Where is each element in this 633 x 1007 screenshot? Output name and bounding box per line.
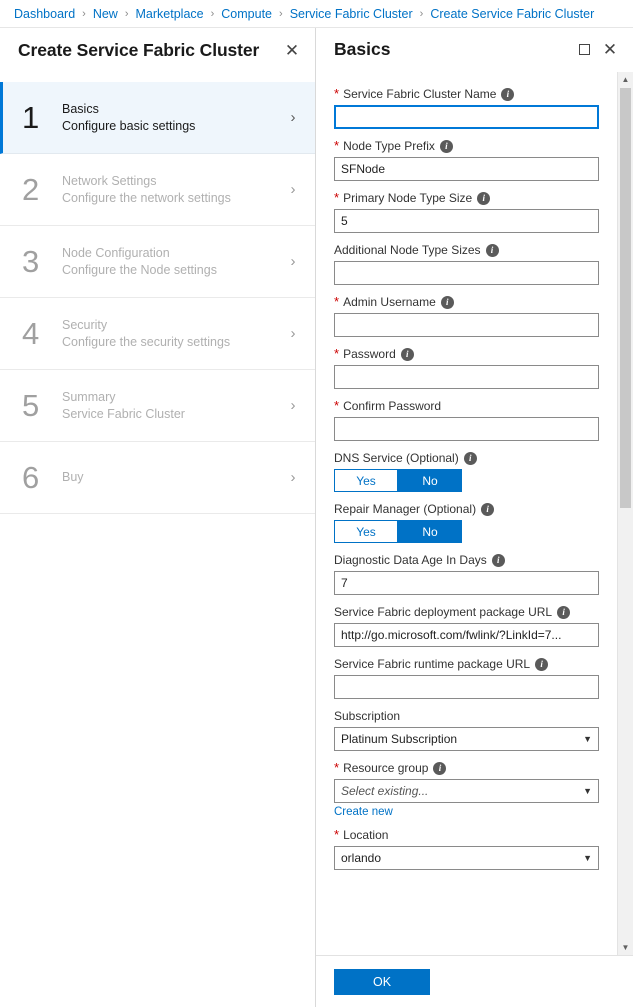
field-primary-node-type-size bbox=[334, 190, 599, 233]
step-title: Summary bbox=[62, 389, 116, 404]
breadcrumb-separator-icon: › bbox=[124, 7, 129, 20]
field-label bbox=[334, 656, 599, 672]
breadcrumb bbox=[0, 0, 633, 28]
step-text bbox=[60, 389, 285, 423]
field-additional-node-type-sizes bbox=[334, 242, 599, 285]
subscription-select[interactable]: Platinum Subscription bbox=[334, 727, 599, 751]
repair-manager-toggle[interactable] bbox=[334, 520, 462, 543]
chevron-right-icon: › bbox=[290, 397, 296, 414]
step-title: Buy bbox=[62, 470, 84, 484]
info-icon[interactable]: i bbox=[535, 658, 548, 671]
field-resource-group bbox=[334, 760, 599, 818]
field-admin-username bbox=[334, 294, 599, 337]
ok-button[interactable]: OK bbox=[334, 969, 430, 995]
field-deployment-package-url bbox=[334, 604, 599, 647]
required-asterisk: * bbox=[334, 346, 340, 361]
location-select-wrap bbox=[334, 846, 599, 870]
label-text: Resource group bbox=[343, 761, 429, 775]
field-cluster-name bbox=[334, 86, 599, 129]
chevron-right-icon: › bbox=[290, 325, 296, 342]
dns-service-option-no[interactable]: No bbox=[398, 469, 462, 492]
repair-manager-option-no[interactable]: No bbox=[398, 520, 462, 543]
field-label bbox=[334, 708, 599, 724]
breadcrumb-item-service-fabric-cluster[interactable]: Service Fabric Cluster bbox=[289, 6, 413, 21]
field-label bbox=[334, 450, 599, 466]
chevron-down-icon: ▼ bbox=[583, 853, 592, 863]
required-asterisk: * bbox=[334, 760, 340, 775]
step-subtitle: Configure the Node settings bbox=[62, 262, 217, 277]
subscription-select-wrap bbox=[334, 727, 599, 751]
step-number: 5 bbox=[22, 388, 40, 423]
confirm-password-input[interactable] bbox=[334, 417, 599, 441]
step-text bbox=[60, 173, 285, 207]
field-label bbox=[334, 604, 599, 620]
chevron-down-icon: ▼ bbox=[583, 734, 592, 744]
dns-service-option-yes[interactable]: Yes bbox=[334, 469, 398, 492]
field-label bbox=[334, 552, 599, 568]
label-text: Admin Username bbox=[343, 295, 436, 309]
create-cluster-blade-header bbox=[0, 28, 315, 72]
blade-container bbox=[0, 28, 633, 1007]
location-select[interactable]: orlando bbox=[334, 846, 599, 870]
maximize-icon[interactable] bbox=[571, 37, 597, 63]
field-runtime-package-url bbox=[334, 656, 599, 699]
close-icon[interactable]: ✕ bbox=[284, 40, 300, 60]
step-title: Basics bbox=[62, 101, 99, 116]
info-icon[interactable]: i bbox=[481, 503, 494, 516]
step-subtitle: Configure the network settings bbox=[62, 190, 231, 205]
basics-title: Basics bbox=[334, 39, 391, 59]
wizard-step-basics[interactable] bbox=[0, 82, 315, 154]
basics-footer bbox=[316, 955, 633, 1007]
label-text: Password bbox=[343, 347, 396, 361]
dns-service-toggle[interactable] bbox=[334, 469, 462, 492]
field-label bbox=[334, 190, 599, 206]
basics-scrollbar[interactable] bbox=[617, 72, 633, 955]
required-asterisk: * bbox=[334, 294, 340, 309]
wizard-step-buy[interactable] bbox=[0, 442, 315, 514]
chevron-right-icon: › bbox=[290, 253, 296, 270]
additional-node-type-sizes-input[interactable] bbox=[334, 261, 599, 285]
close-icon[interactable]: ✕ bbox=[602, 40, 618, 59]
step-subtitle: Configure the security settings bbox=[62, 334, 231, 349]
label-text: Primary Node Type Size bbox=[343, 191, 473, 205]
breadcrumb-item-new[interactable]: New bbox=[92, 6, 118, 21]
step-number: 1 bbox=[22, 100, 40, 135]
label-text: Additional Node Type Sizes bbox=[334, 243, 481, 257]
deployment-package-url-input[interactable] bbox=[334, 623, 599, 647]
field-location bbox=[334, 827, 599, 870]
step-number: 2 bbox=[22, 172, 40, 207]
field-node-type-prefix bbox=[334, 138, 599, 181]
label-text: Repair Manager (Optional) bbox=[334, 502, 477, 516]
runtime-package-url-input[interactable] bbox=[334, 675, 599, 699]
node-type-prefix-input[interactable] bbox=[334, 157, 599, 181]
step-text bbox=[60, 317, 285, 351]
info-icon[interactable]: i bbox=[401, 348, 414, 361]
scroll-up-arrow-icon[interactable]: ▲ bbox=[618, 72, 633, 87]
info-icon[interactable]: i bbox=[441, 296, 454, 309]
required-asterisk: * bbox=[334, 86, 340, 101]
field-subscription bbox=[334, 708, 599, 751]
required-asterisk: * bbox=[334, 138, 340, 153]
diagnostic-data-age-input[interactable] bbox=[334, 571, 599, 595]
field-label bbox=[334, 827, 599, 843]
step-subtitle: Service Fabric Cluster bbox=[62, 406, 185, 421]
field-label bbox=[334, 86, 599, 102]
wizard-step-security[interactable] bbox=[0, 298, 315, 370]
breadcrumb-item-create-service-fabric-cluster[interactable]: Create Service Fabric Cluster bbox=[430, 6, 595, 21]
password-input[interactable] bbox=[334, 365, 599, 389]
repair-manager-option-yes[interactable]: Yes bbox=[334, 520, 398, 543]
cluster-name-input[interactable] bbox=[334, 105, 599, 129]
required-asterisk: * bbox=[334, 827, 340, 842]
label-text: Service Fabric Cluster Name bbox=[343, 87, 497, 101]
wizard-step-network-settings[interactable] bbox=[0, 154, 315, 226]
chevron-right-icon: › bbox=[290, 109, 296, 126]
field-confirm-password bbox=[334, 398, 599, 441]
resource-group-select-wrap bbox=[334, 779, 599, 803]
step-number: 6 bbox=[22, 460, 40, 495]
basics-form-scroll-wrap bbox=[316, 72, 633, 955]
info-icon[interactable]: i bbox=[433, 762, 446, 775]
wizard-step-summary[interactable] bbox=[0, 370, 315, 442]
step-title: Node Configuration bbox=[62, 245, 170, 260]
breadcrumb-separator-icon: › bbox=[210, 7, 215, 20]
field-label bbox=[334, 760, 599, 776]
create-cluster-blade bbox=[0, 28, 316, 1007]
breadcrumb-separator-icon: › bbox=[279, 7, 283, 20]
step-number: 4 bbox=[22, 316, 40, 351]
field-label bbox=[334, 346, 599, 362]
label-text: Diagnostic Data Age In Days bbox=[334, 553, 487, 567]
step-title: Security bbox=[62, 317, 108, 332]
info-icon[interactable]: i bbox=[477, 192, 490, 205]
breadcrumb-separator-icon: › bbox=[82, 7, 86, 20]
field-label bbox=[334, 294, 599, 310]
breadcrumb-item-compute[interactable]: Compute bbox=[221, 6, 273, 21]
label-text: Node Type Prefix bbox=[343, 139, 435, 153]
page-title: Create Service Fabric Cluster bbox=[18, 39, 260, 60]
breadcrumb-separator-icon: › bbox=[419, 7, 424, 20]
label-text: DNS Service (Optional) bbox=[334, 451, 459, 465]
required-asterisk: * bbox=[334, 398, 340, 413]
info-icon[interactable]: i bbox=[486, 244, 499, 257]
field-password bbox=[334, 346, 599, 389]
admin-username-input[interactable] bbox=[334, 313, 599, 337]
field-label bbox=[334, 501, 599, 517]
required-asterisk: * bbox=[334, 190, 340, 205]
wizard-steps bbox=[0, 82, 315, 514]
wizard-step-node-configuration[interactable] bbox=[0, 226, 315, 298]
info-icon[interactable]: i bbox=[501, 88, 514, 101]
field-label bbox=[334, 242, 599, 258]
basics-blade bbox=[316, 28, 633, 1007]
field-dns-service bbox=[334, 450, 599, 492]
info-icon[interactable]: i bbox=[557, 606, 570, 619]
chevron-right-icon: › bbox=[290, 469, 296, 486]
primary-node-type-size-input[interactable] bbox=[334, 209, 599, 233]
label-text: Location bbox=[343, 828, 389, 842]
basics-form bbox=[316, 72, 617, 955]
chevron-right-icon: › bbox=[290, 181, 296, 198]
resource-group-select[interactable]: Select existing... bbox=[334, 779, 599, 803]
info-icon[interactable]: i bbox=[440, 140, 453, 153]
breadcrumb-item-marketplace[interactable]: Marketplace bbox=[135, 6, 204, 21]
basics-blade-header bbox=[316, 28, 633, 72]
label-text: Subscription bbox=[334, 709, 401, 723]
create-new-resource-group-link[interactable]: Create new bbox=[334, 806, 393, 818]
step-number: 3 bbox=[22, 244, 40, 279]
step-text bbox=[60, 469, 285, 486]
scrollbar-thumb[interactable] bbox=[620, 88, 631, 508]
step-text bbox=[60, 245, 285, 279]
label-text: Confirm Password bbox=[343, 399, 442, 413]
info-icon[interactable]: i bbox=[464, 452, 477, 465]
field-diagnostic-data-age bbox=[334, 552, 599, 595]
breadcrumb-item-dashboard[interactable]: Dashboard bbox=[14, 6, 76, 21]
field-repair-manager bbox=[334, 501, 599, 543]
label-text: Service Fabric deployment package URL bbox=[334, 605, 553, 619]
scroll-down-arrow-icon[interactable]: ▼ bbox=[618, 940, 633, 955]
field-label bbox=[334, 138, 599, 154]
step-subtitle: Configure basic settings bbox=[62, 118, 196, 133]
step-title: Network Settings bbox=[62, 173, 157, 188]
info-icon[interactable]: i bbox=[492, 554, 505, 567]
field-label bbox=[334, 398, 599, 414]
label-text: Service Fabric runtime package URL bbox=[334, 657, 531, 671]
chevron-down-icon: ▼ bbox=[583, 786, 592, 796]
step-text bbox=[60, 101, 285, 135]
